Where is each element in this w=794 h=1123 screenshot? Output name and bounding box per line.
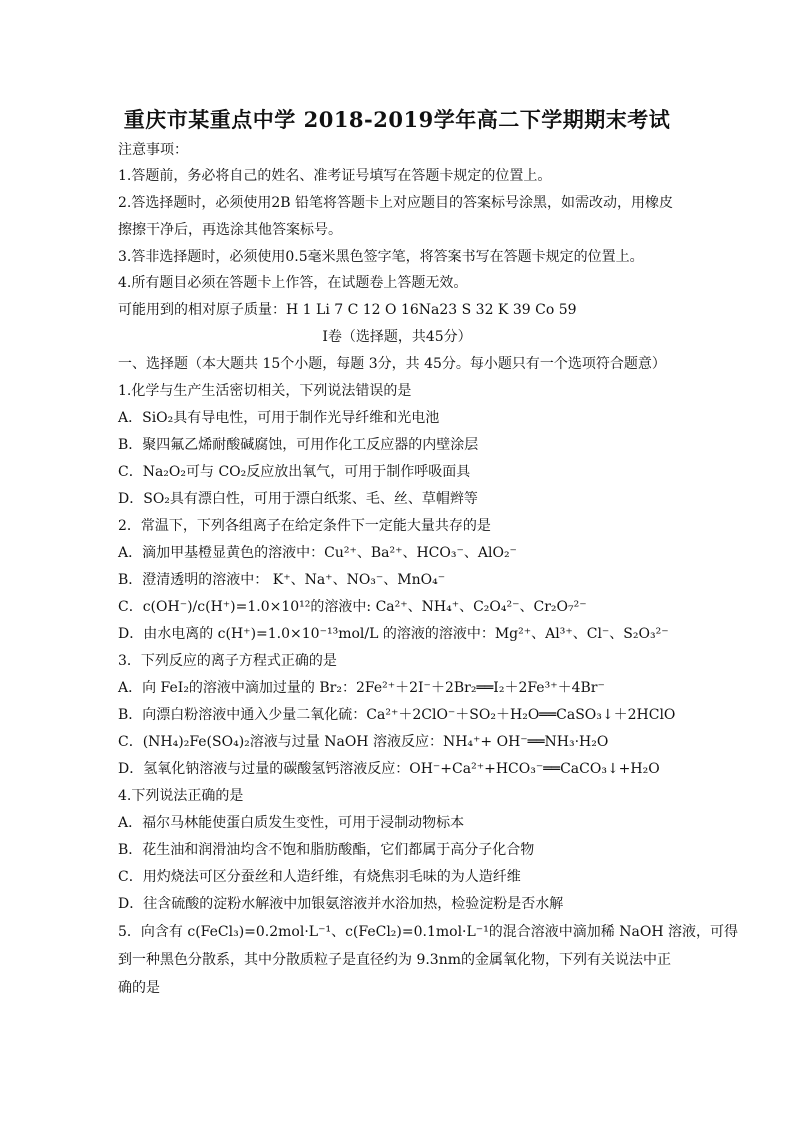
page-title: 重庆市某重点中学 2018-2019学年高二下学期期末考试 — [123, 107, 671, 132]
question-4-option-d: D．往含硫酸的淀粉水解液中加银氨溶液并水浴加热，检验淀粉是否水解 — [118, 896, 564, 912]
question-1-option-b: B．聚四氟乙烯耐酸碱腐蚀，可用作化工反应器的内壁涂层 — [118, 437, 479, 453]
question-3-option-a: A．向 FeI₂的溶液中滴加过量的 Br₂：2Fe²⁺＋2I⁻＋2Br₂══I₂＋2Fe³⁺＋4Br⁻ — [118, 680, 605, 696]
question-4-option-b: B．花生油和润滑油均含不饱和脂肪酸酯，它们都属于高分子化合物 — [118, 842, 535, 858]
question-3-option-c: C．(NH₄)₂Fe(SO₄)₂溶液与过量 NaOH 溶液反应：NH₄⁺+ OH⁻══NH₃·H₂O — [118, 734, 609, 750]
question-1-option-d: D．SO₂具有漂白性，可用于漂白纸浆、毛、丝、草帽辫等 — [118, 491, 478, 507]
question-2-option-a: A．滴加甲基橙显黄色的溶液中：Cu²⁺、Ba²⁺、HCO₃⁻、AlO₂⁻ — [118, 545, 517, 561]
question-1-option-c: C．Na₂O₂可与 CO₂反应放出氧气，可用于制作呼吸面具 — [118, 464, 471, 480]
question-2-stem: 2．常温下，下列各组离子在给定条件下一定能大量共存的是 — [118, 518, 491, 534]
atomic-masses: 可能用到的相对原子质量：H 1 Li 7 C 12 O 16Na23 S 32 K 39 Co 59 — [118, 302, 577, 318]
question-1-stem: 1.化学与生产生活密切相关，下列说法错误的是 — [118, 383, 412, 399]
question-3-option-b: B．向漂白粉溶液中通入少量二氧化硫：Ca²⁺＋2ClO⁻＋SO₂＋H₂O══CaSO₃↓＋2HClO — [118, 707, 676, 723]
section-heading: 一、选择题（本大题共 15个小题，每题 3分，共 45分。每小题只有一个选项符合题意） — [118, 356, 666, 372]
question-5-stem-line-2: 到一种黑色分散系，其中分散质粒子是直径约为 9.3nm的金属氧化物，下列有关说法中正 — [118, 952, 672, 968]
question-2-option-b: B．澄清透明的溶液中： K⁺、Na⁺、NO₃⁻、MnO₄⁻ — [118, 572, 446, 588]
question-2-option-c: C．c(OH⁻)/c(H⁺)=1.0×10¹²的溶液中: Ca²⁺、NH₄⁺、C₂O₄²⁻、Cr₂O₇²⁻ — [118, 599, 587, 615]
question-5-stem-line-1: 5．向含有 c(FeCl₃)=0.2mol·L⁻¹、c(FeCl₂)=0.1mol·L⁻¹的混合溶液中滴加稀 NaOH 溶液，可得 — [118, 924, 738, 940]
part-title: Ⅰ卷（选择题，共45分） — [322, 329, 472, 345]
question-4-option-a: A．福尔马林能使蛋白质发生变性，可用于浸制动物标本 — [118, 815, 465, 831]
notice-item-2: 2.答选择题时，必须使用2B 铅笔将答题卡上对应题目的答案标号涂黑，如需改动，用橡皮 — [118, 195, 674, 211]
question-4-option-c: C．用灼烧法可区分蚕丝和人造纤维，有烧焦羽毛味的为人造纤维 — [118, 869, 521, 885]
question-4-stem: 4.下列说法正确的是 — [118, 788, 244, 804]
notice-item-2-cont: 擦擦干净后，再选涂其他答案标号。 — [118, 222, 342, 238]
notice-item-3: 3.答非选择题时，必须使用0.5毫米黑色签字笔，将答案书写在答题卡规定的位置上。 — [118, 249, 644, 265]
question-5-stem-line-3: 确的是 — [118, 980, 160, 996]
question-3-stem: 3．下列反应的离子方程式正确的是 — [118, 653, 337, 669]
notice-item-4: 4.所有题目必须在答题卡上作答，在试题卷上答题无效。 — [118, 275, 468, 291]
notice-item-1: 1.答题前，务必将自己的姓名、准考证号填写在答题卡规定的位置上。 — [118, 168, 552, 184]
question-3-option-d: D．氢氧化钠溶液与过量的碳酸氢钙溶液反应：OH⁻+Ca²⁺+HCO₃⁻══CaCO₃↓+H₂O — [118, 761, 660, 777]
notice-heading: 注意事项： — [118, 142, 188, 158]
question-1-option-a: A．SiO₂具有导电性，可用于制作光导纤维和光电池 — [118, 410, 440, 426]
question-2-option-d: D．由水电离的 c(H⁺)=1.0×10⁻¹³mol/L 的溶液的溶液中：Mg²⁺、Al³⁺、Cl⁻、S₂O₃²⁻ — [118, 626, 669, 642]
